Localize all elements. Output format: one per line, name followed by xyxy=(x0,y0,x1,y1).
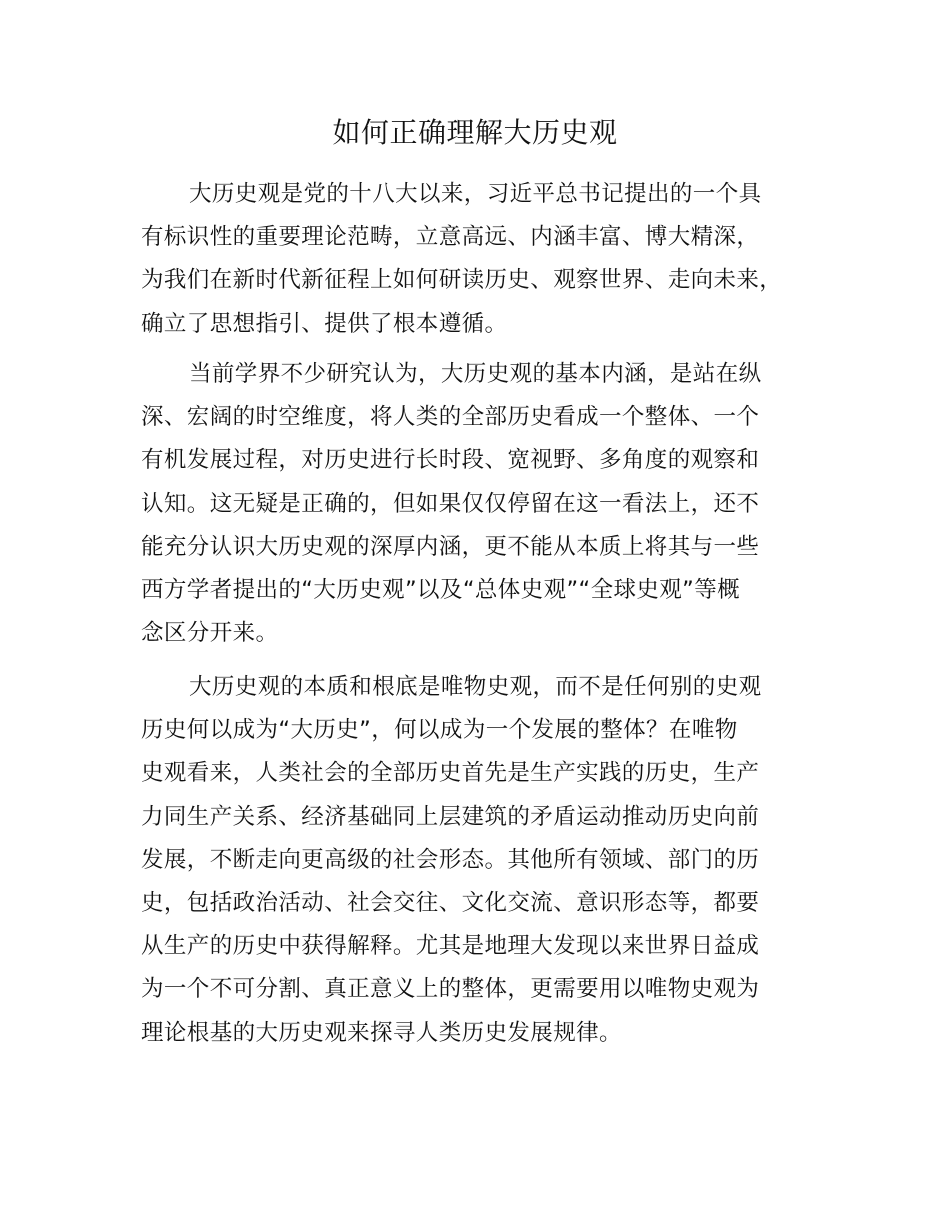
paragraph-line: 大历史观是党的十八大以来，习近平总书记提出的一个具 xyxy=(189,181,762,207)
paragraph-line: 能充分认识大历史观的深厚内涵，更不能从本质上将其与一些 xyxy=(141,533,760,560)
paragraph-line: 深、宏阔的时空维度，将人类的全部历史看成一个整体、一个 xyxy=(141,404,760,431)
paragraph-line: 发展，不断走向更高级的社会形态。其他所有领域、部门的历 xyxy=(141,846,760,873)
paragraph-line: 有机发展过程，对历史进行长时段、宽视野、多角度的观察和 xyxy=(141,447,760,474)
paragraph-line: 大历史观的本质和根底是唯物史观，而不是任何别的史观 xyxy=(189,674,762,700)
paragraph-line: 力同生产关系、经济基础同上层建筑的矛盾运动推动历史向前 xyxy=(141,803,760,830)
paragraph-line: 史观看来，人类社会的全部历史首先是生产实践的历史，生产 xyxy=(141,760,760,787)
paragraph-line: 有标识性的重要理论范畴，立意高远、内涵丰富、博大精深， xyxy=(141,224,760,251)
paragraph-3 xyxy=(141,666,841,1055)
paragraph-line: 理论根基的大历史观来探寻人类历史发展规律。 xyxy=(141,1019,622,1046)
paragraph-line: 确立了思想指引、提供了根本遵循。 xyxy=(141,310,508,337)
paragraph-line: 念区分开来。 xyxy=(141,620,279,647)
paragraph-line: 历史何以成为“大历史”，何以成为一个发展的整体？在唯物 xyxy=(141,717,738,744)
paragraph-line: 西方学者提出的“大历史观”以及“总体史观”“全球史观”等概 xyxy=(141,577,741,604)
paragraph-1 xyxy=(141,173,841,346)
paragraph-line: 当前学界不少研究认为，大历史观的基本内涵，是站在纵 xyxy=(189,361,762,387)
document-title: 如何正确理解大历史观 xyxy=(332,116,618,149)
paragraph-line: 从生产的历史中获得解释。尤其是地理大发现以来世界日益成 xyxy=(141,933,760,960)
paragraph-line: 为一个不可分割、真正意义上的整体，更需要用以唯物史观为 xyxy=(141,976,760,1003)
paragraph-line: 史，包括政治活动、社会交往、文化交流、意识形态等，都要 xyxy=(141,890,760,917)
paragraph-line: 认知。这无疑是正确的，但如果仅仅停留在这一看法上，还不 xyxy=(141,490,760,517)
paragraph-2 xyxy=(141,353,841,655)
paragraph-line: 为我们在新时代新征程上如何研读历史、观察世界、走向未来， xyxy=(141,267,783,294)
